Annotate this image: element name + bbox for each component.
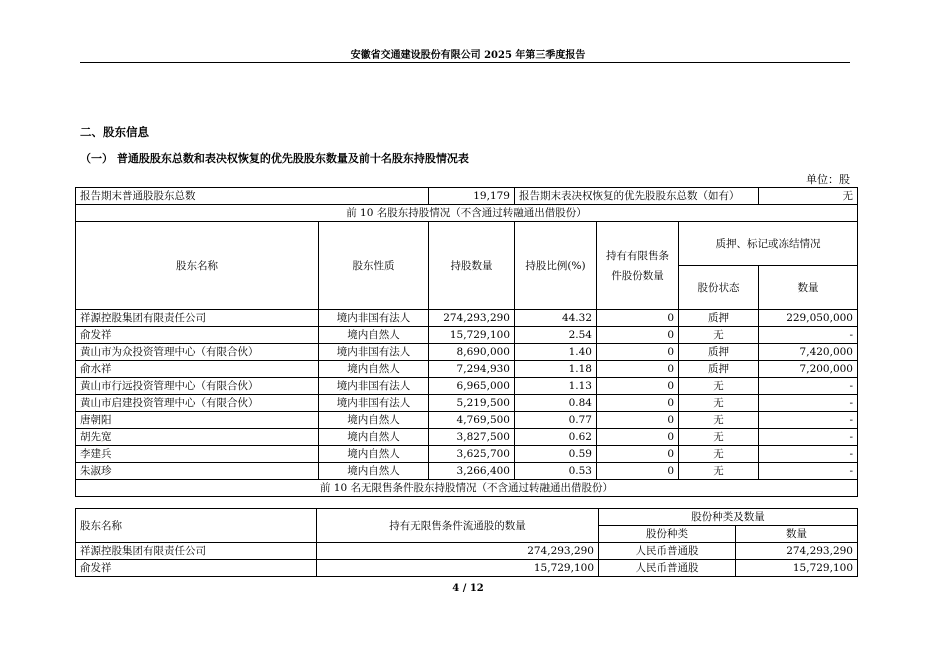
pledge-status: 质押 [679,361,759,378]
col-header-count: 数量 [759,266,858,310]
table-row [76,310,858,327]
restricted-shares: 0 [597,429,679,446]
share-ratio: 0.59 [515,446,597,463]
top10-title: 前 10 名股东持股情况（不含通过转融通出借股份） [76,205,858,222]
table-row [76,463,858,480]
col-header-ratio: 持股比例(%) [515,222,597,310]
pledge-status: 无 [679,378,759,395]
table-row [76,429,858,446]
shareholder-nature: 境内自然人 [319,463,429,480]
shareholder-nature: 境内非国有法人 [319,395,429,412]
preferred-holders-label: 报告期末表决权恢复的优先股股东总数（如有） [515,188,759,205]
pledge-status: 无 [679,327,759,344]
unrestricted-quantity: 15,729,100 [317,560,599,577]
table-row [76,378,858,395]
shareholder-name: 俞发祥 [76,327,319,344]
shareholder-name: 黄山市行远投资管理中心（有限合伙） [76,378,319,395]
share-ratio: 2.54 [515,327,597,344]
share-quantity: 3,827,500 [429,429,515,446]
pledge-count: - [759,429,858,446]
share-type: 人民币普通股 [599,560,736,577]
common-holders-label: 报告期末普通股股东总数 [76,188,429,205]
share-quantity: 5,219,500 [429,395,515,412]
pledge-count: 229,050,000 [759,310,858,327]
table-row [76,412,858,429]
share-ratio: 1.18 [515,361,597,378]
restricted-shares: 0 [597,361,679,378]
preferred-holders-value: 无 [759,188,858,205]
shareholder-name: 李建兵 [76,446,319,463]
table-row [76,327,858,344]
shareholder-name: 俞水祥 [76,361,319,378]
restricted-shares: 0 [597,463,679,480]
header-divider [80,62,850,63]
common-holders-value: 19,179 [429,188,515,205]
pledge-count: - [759,378,858,395]
share-quantity: 8,690,000 [429,344,515,361]
restricted-shares: 0 [597,412,679,429]
shareholder-nature: 境内自然人 [319,412,429,429]
share-ratio: 0.84 [515,395,597,412]
unrestricted-quantity: 274,293,290 [317,543,599,560]
pledge-status: 无 [679,446,759,463]
u-col-header-type: 股份种类 [599,526,736,543]
pledge-status: 无 [679,395,759,412]
table-row [76,446,858,463]
share-quantity: 3,625,700 [429,446,515,463]
share-ratio: 1.13 [515,378,597,395]
pledge-count: 7,200,000 [759,361,858,378]
pledge-count: - [759,463,858,480]
restricted-shares: 0 [597,310,679,327]
shareholder-name: 朱淑珍 [76,463,319,480]
summary-row [76,188,858,205]
table-row [76,395,858,412]
col-header-restricted: 持有有限售条件股份数量 [597,222,679,310]
shareholder-nature: 境内自然人 [319,327,429,344]
unrestricted-table [75,508,858,577]
pledge-status: 无 [679,412,759,429]
restricted-shares: 0 [597,395,679,412]
unrestricted-title: 前 10 名无限售条件股东持股情况（不含通过转融通出借股份） [76,480,858,497]
table-row [76,361,858,378]
share-quantity: 4,769,500 [429,412,515,429]
pledge-status: 无 [679,429,759,446]
col-header-nature: 股东性质 [319,222,429,310]
table-row [76,344,858,361]
u-col-header-name: 股东名称 [76,509,317,543]
restricted-shares: 0 [597,378,679,395]
shareholder-name: 祥源控股集团有限责任公司 [76,310,319,327]
share-count: 15,729,100 [736,560,858,577]
share-quantity: 6,965,000 [429,378,515,395]
u-col-header-qty: 持有无限售条件流通股的数量 [317,509,599,543]
pledge-count: 7,420,000 [759,344,858,361]
shareholder-name: 胡先宽 [76,429,319,446]
shareholder-name: 祥源控股集团有限责任公司 [76,543,317,560]
pledge-count: - [759,446,858,463]
share-ratio: 0.77 [515,412,597,429]
table-row [76,543,858,560]
pledge-count: - [759,327,858,344]
pledge-status: 质押 [679,310,759,327]
col-header-status: 股份状态 [679,266,759,310]
pledge-count: - [759,412,858,429]
u-col-header-count: 数量 [736,526,858,543]
share-quantity: 15,729,100 [429,327,515,344]
shareholder-nature: 境内非国有法人 [319,310,429,327]
share-quantity: 3,266,400 [429,463,515,480]
shareholder-nature: 境内自然人 [319,446,429,463]
restricted-shares: 0 [597,344,679,361]
restricted-shares: 0 [597,327,679,344]
shareholder-name: 黄山市为众投资管理中心（有限合伙） [76,344,319,361]
page-number: 4 / 12 [452,583,484,594]
shareholder-name: 俞发祥 [76,560,317,577]
section-subtitle: （一） 普通股股东总数和表决权恢复的优先股股东数量及前十名股东持股情况表 [80,152,469,165]
shareholder-name: 唐朝阳 [76,412,319,429]
shareholder-nature: 境内非国有法人 [319,344,429,361]
pledge-count: - [759,395,858,412]
share-count: 274,293,290 [736,543,858,560]
share-quantity: 274,293,290 [429,310,515,327]
u-col-header-type-group: 股份种类及数量 [599,509,858,526]
restricted-shares: 0 [597,446,679,463]
share-ratio: 1.40 [515,344,597,361]
col-header-name: 股东名称 [76,222,319,310]
section-title: 二、股东信息 [80,125,149,139]
report-header-title: 安徽省交通建设股份有限公司 2025 年第三季度报告 [350,50,586,61]
pledge-status: 质押 [679,344,759,361]
col-header-qty: 持股数量 [429,222,515,310]
share-ratio: 44.32 [515,310,597,327]
shareholders-table [75,187,858,497]
share-ratio: 0.53 [515,463,597,480]
unit-label: 单位：股 [806,173,850,186]
share-ratio: 0.62 [515,429,597,446]
shareholder-nature: 境内自然人 [319,429,429,446]
pledge-status: 无 [679,463,759,480]
shareholder-name: 黄山市启建投资管理中心（有限合伙） [76,395,319,412]
shareholder-nature: 境内非国有法人 [319,378,429,395]
table-row [76,560,858,577]
col-header-pledge: 质押、标记或冻结情况 [679,222,858,266]
share-quantity: 7,294,930 [429,361,515,378]
share-type: 人民币普通股 [599,543,736,560]
shareholder-nature: 境内自然人 [319,361,429,378]
